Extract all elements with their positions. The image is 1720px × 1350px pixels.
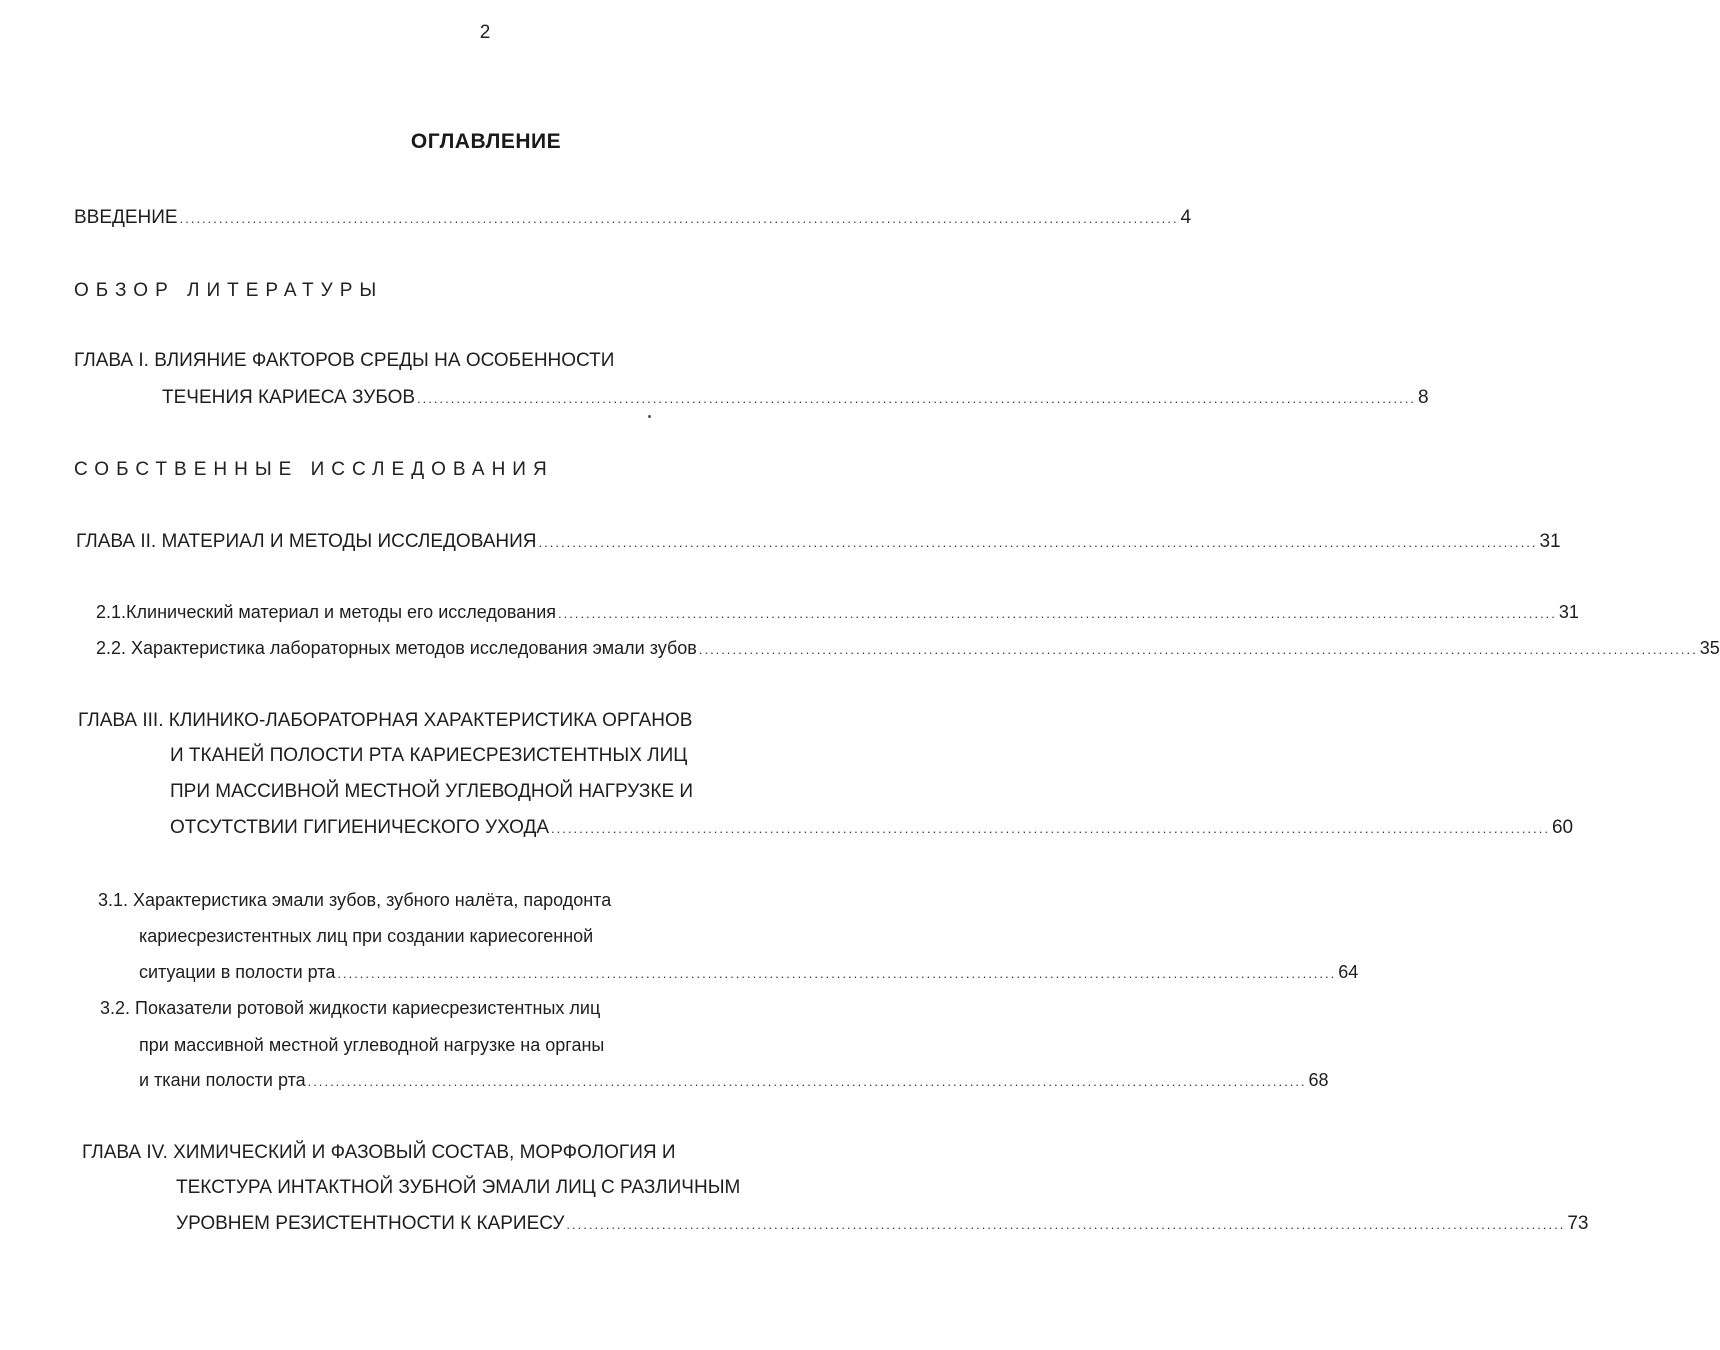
toc-entry-s3-2 (139, 1070, 1329, 1091)
dot-leader: .................................................................................................................................................................................. (179, 211, 1179, 226)
scan-speck (648, 415, 651, 418)
dot-leader: .................................................................................................................................................................................. (698, 642, 1698, 657)
toc-entry-ch3 (170, 817, 1574, 839)
toc-entry-ch4-line2: ТЕКСТУРА ИНТАКТНОЙ ЗУБНОЙ ЭМАЛИ ЛИЦ С РАЗЛИЧНЫМ (176, 1177, 741, 1198)
page-number: 2 (479, 22, 491, 43)
toc-entry-ch2 (76, 531, 1561, 553)
toc-entry-ch4-line1: ГЛАВА IV. ХИМИЧЕСКИЙ И ФАЗОВЫЙ СОСТАВ, МОРФОЛОГИЯ И (82, 1142, 676, 1163)
toc-page-number: 73 (1567, 1213, 1589, 1234)
toc-entry-text: 2.2. Характеристика лабораторных методов исследования эмали зубов (96, 638, 697, 658)
toc-page-number: 68 (1308, 1070, 1329, 1090)
toc-page-number: 64 (1338, 962, 1359, 982)
toc-entry-s2-2 (96, 638, 1720, 659)
toc-page-number: 35 (1699, 638, 1720, 658)
dot-leader: .................................................................................................................................................................................. (538, 535, 1538, 550)
toc-entry-ch3-line1: ГЛАВА III. КЛИНИКО-ЛАБОРАТОРНАЯ ХАРАКТЕРИСТИКА ОРГАНОВ (78, 710, 693, 731)
dot-leader: .................................................................................................................................................................................. (307, 1074, 1307, 1089)
toc-entry-text: 2.1.Клинический материал и методы его исследования (96, 602, 556, 622)
dot-leader: .................................................................................................................................................................................. (558, 606, 1557, 621)
toc-page-number: 4 (1180, 207, 1192, 228)
dot-leader: .................................................................................................................................................................................. (551, 821, 1550, 836)
toc-entry-s3-2-line2: при массивной местной углеводной нагрузке на органы (139, 1035, 605, 1055)
toc-entry-s3-1-line1: 3.1. Характеристика эмали зубов, зубного налёта, пародонта (98, 890, 612, 910)
toc-page-number: 60 (1551, 817, 1574, 838)
toc-entry-text: и ткани полости рта (139, 1070, 306, 1090)
toc-page-number: 31 (1558, 602, 1579, 622)
section-heading-review: ОБЗОР ЛИТЕРАТУРЫ (74, 280, 384, 301)
section-heading-own: СОБСТВЕННЫЕ ИССЛЕДОВАНИЯ (74, 459, 554, 480)
toc-page-number: 8 (1417, 387, 1429, 408)
toc-entry-text: ВВЕДЕНИЕ (74, 207, 178, 228)
toc-entry-intro (74, 207, 1192, 229)
page-title: ОГЛАВЛЕНИЕ (410, 130, 562, 153)
toc-entry-text: ОТСУТСТВИИ ГИГИЕНИЧЕСКОГО УХОДА (170, 817, 550, 838)
toc-page-number: 31 (1539, 531, 1561, 552)
dot-leader: .................................................................................................................................................................................. (417, 391, 1416, 406)
toc-entry-ch1 (162, 387, 1429, 409)
toc-entry-text: ситуации в полости рта (139, 962, 336, 982)
dot-leader: .................................................................................................................................................................................. (337, 966, 1337, 981)
dot-leader: .................................................................................................................................................................................. (566, 1217, 1566, 1232)
toc-entry-s3-1 (139, 962, 1359, 983)
toc-entry-text: УРОВНЕМ РЕЗИСТЕНТНОСТИ К КАРИЕСУ (176, 1213, 565, 1234)
toc-entry-ch3-line3: ПРИ МАССИВНОЙ МЕСТНОЙ УГЛЕВОДНОЙ НАГРУЗКЕ И (170, 781, 694, 802)
toc-entry-ch4 (176, 1213, 1589, 1235)
toc-entry-text: ГЛАВА II. МАТЕРИАЛ И МЕТОДЫ ИССЛЕДОВАНИЯ (76, 531, 537, 552)
toc-entry-ch3-line2: И ТКАНЕЙ ПОЛОСТИ РТА КАРИЕСРЕЗИСТЕНТНЫХ ЛИЦ (170, 745, 688, 766)
toc-entry-text: ТЕЧЕНИЯ КАРИЕСА ЗУБОВ (162, 387, 416, 408)
toc-entry-s2-1 (96, 602, 1579, 623)
toc-entry-ch1-line1: ГЛАВА I. ВЛИЯНИЕ ФАКТОРОВ СРЕДЫ НА ОСОБЕННОСТИ (74, 350, 615, 371)
toc-entry-s3-1-line2: кариесрезистентных лиц при создании кариесогенной (139, 926, 594, 946)
toc-entry-s3-2-line1: 3.2. Показатели ротовой жидкости кариесрезистентных лиц (100, 998, 601, 1018)
